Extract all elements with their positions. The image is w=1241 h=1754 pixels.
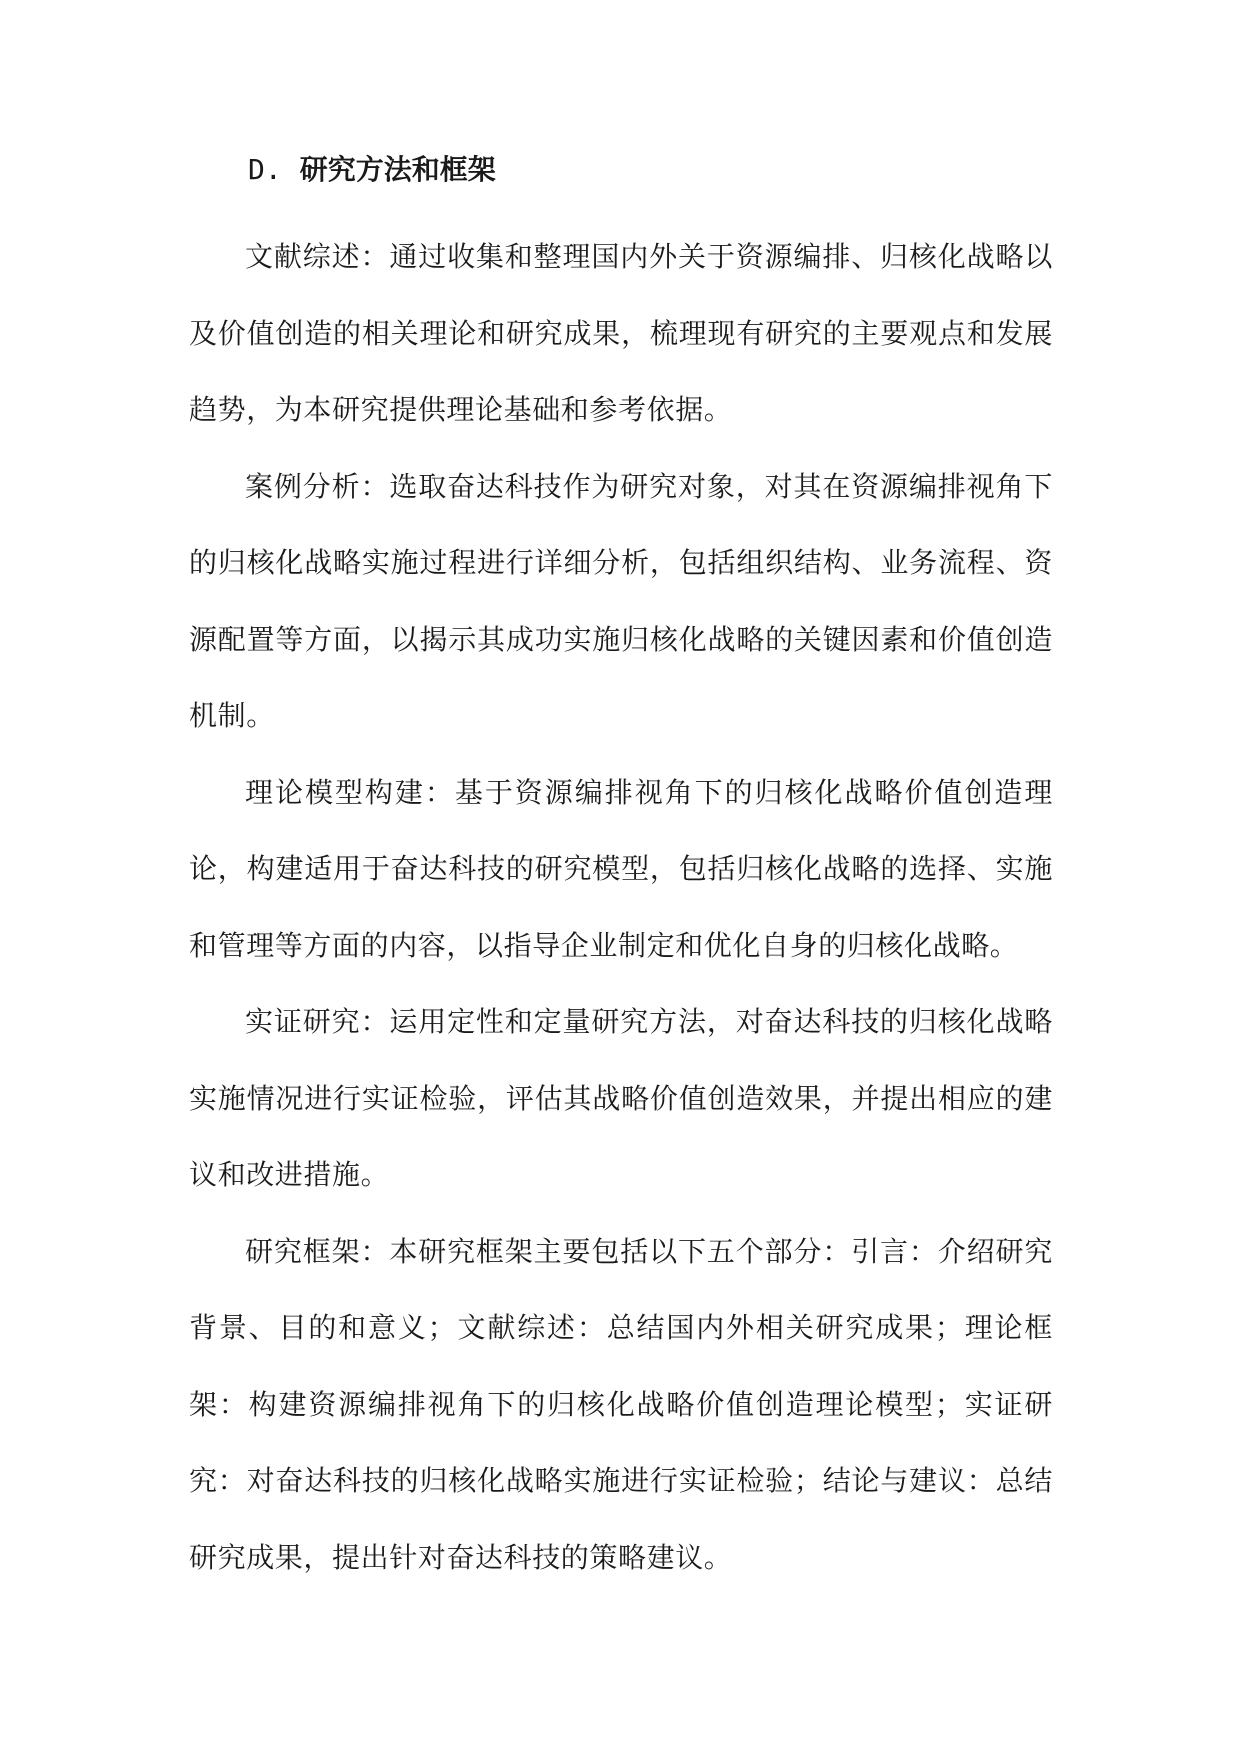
paragraph-empirical-study: 实证研究：运用定性和定量研究方法，对奋达科技的归核化战略实施情况进行实证检验，评估其战略价值创造效果，并提出相应的建议和改进措施。 (189, 1005, 1053, 1191)
section-title: 研究方法和框架 (299, 153, 496, 186)
document-body (189, 219, 1053, 1596)
paragraph-literature-review: 文献综述：通过收集和整理国内外关于资源编排、归核化战略以及价值创造的相关理论和研究成果，梳理现有研究的主要观点和发展趋势，为本研究提供理论基础和参考依据。 (189, 240, 1053, 426)
paragraph-theory-model: 理论模型构建：基于资源编排视角下的归核化战略价值创造理论，构建适用于奋达科技的研究模型，包括归核化战略的选择、实施和管理等方面的内容，以指导企业制定和优化自身的归核化战略。 (189, 775, 1053, 962)
section-number: D. (248, 153, 282, 186)
paragraph-case-analysis: 案例分析：选取奋达科技作为研究对象，对其在资源编排视角下的归核化战略实施过程进行详细分析，包括组织结构、业务流程、资源配置等方面，以揭示其成功实施归核化战略的关键因素和价值创造机制。 (189, 469, 1053, 732)
section-heading (248, 150, 496, 190)
paragraph-research-framework: 研究框架：本研究框架主要包括以下五个部分：引言：介绍研究背景、目的和意义；文献综述：总结国内外相关研究成果；理论框架：构建资源编排视角下的归核化战略价值创造理论模型；实证研究：对奋达科技的归核化战略实施进行实证检验；结论与建议：总结研究成果，提出针对奋达科技的策略建议。 (189, 1234, 1053, 1574)
